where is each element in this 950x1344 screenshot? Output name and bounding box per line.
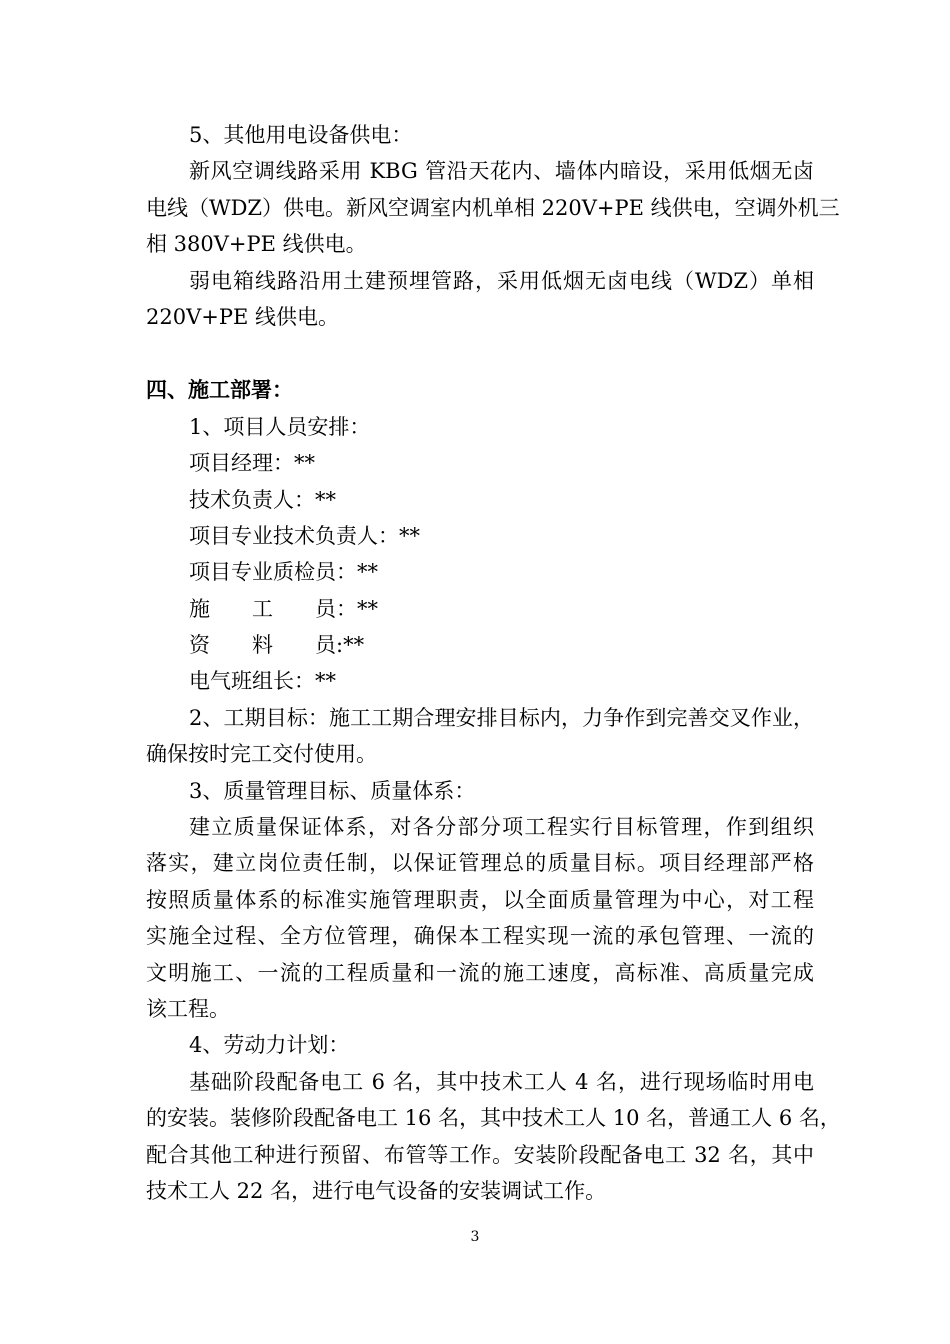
quality-line: 建立质量保证体系，对各分部分项工程实行目标管理，作到组织 [189,815,814,840]
quality-line: 落实，建立岗位责任制，以保证管理总的质量目标。项目经理部严格 [146,851,814,876]
section-gap [146,335,814,372]
quality-line: 按照质量体系的标准实施管理职责，以全面质量管理为中心，对工程 [146,887,814,912]
personnel-row: 电气班组长：** [189,669,336,694]
personnel-row: 资 料 员:** [189,633,365,658]
personnel-row: 施 工 员：** [189,596,378,621]
labor-line: 技术工人 22 名，进行电气设备的安装调试工作。 [146,1178,607,1203]
paragraph-line: 相 380V+PE 线供电。 [146,232,367,257]
quality-line: 实施全过程、全方位管理，确保本工程实现一流的承包管理、一流的 [146,924,814,949]
paragraph-line: 电线（WDZ）供电。新风空调室内机单相 220V+PE 线供电，空调外机三 [146,195,840,220]
document-page [146,117,841,1209]
personnel-row: 项目专业质检员：** [189,560,378,585]
paragraph-line: 弱电箱线路沿用土建预埋管路，采用低烟无卤电线（WDZ）单相 [189,268,814,293]
labor-heading: 4、劳动力计划： [189,1033,350,1058]
personnel-heading: 1、项目人员安排： [189,414,371,439]
personnel-row: 项目经理：** [189,451,315,476]
page-number: 3 [470,1229,480,1245]
section-4-heading: 四、施工部署： [146,377,293,403]
schedule-line: 确保按时完工交付使用。 [146,742,377,767]
labor-line: 基础阶段配备电工 6 名，其中技术工人 4 名，进行现场临时用电 [189,1069,814,1094]
labor-line: 配合其他工种进行预留、布管等工作。安装阶段配备电工 32 名，其中 [146,1142,814,1167]
paragraph-line: 220V+PE 线供电。 [146,304,339,329]
quality-line: 文明施工、一流的工程质量和一流的施工速度，高标准、高质量完成 [146,960,814,985]
schedule-line: 2、工期目标：施工工期合理安排目标内，力争作到完善交叉作业， [189,705,814,730]
paragraph-line: 新风空调线路采用 KBG 管沿天花内、墙体内暗设，采用低烟无卤 [189,159,814,184]
personnel-row: 技术负责人：** [189,487,336,512]
quality-heading: 3、质量管理目标、质量体系： [189,778,476,803]
labor-line: 的安装。装修阶段配备电工 16 名，其中技术工人 10 名，普通工人 6 名， [146,1106,841,1131]
section-5-heading: 5、其他用电设备供电： [189,123,413,147]
quality-line: 该工程。 [146,996,230,1021]
personnel-row: 项目专业技术负责人：** [189,523,420,548]
